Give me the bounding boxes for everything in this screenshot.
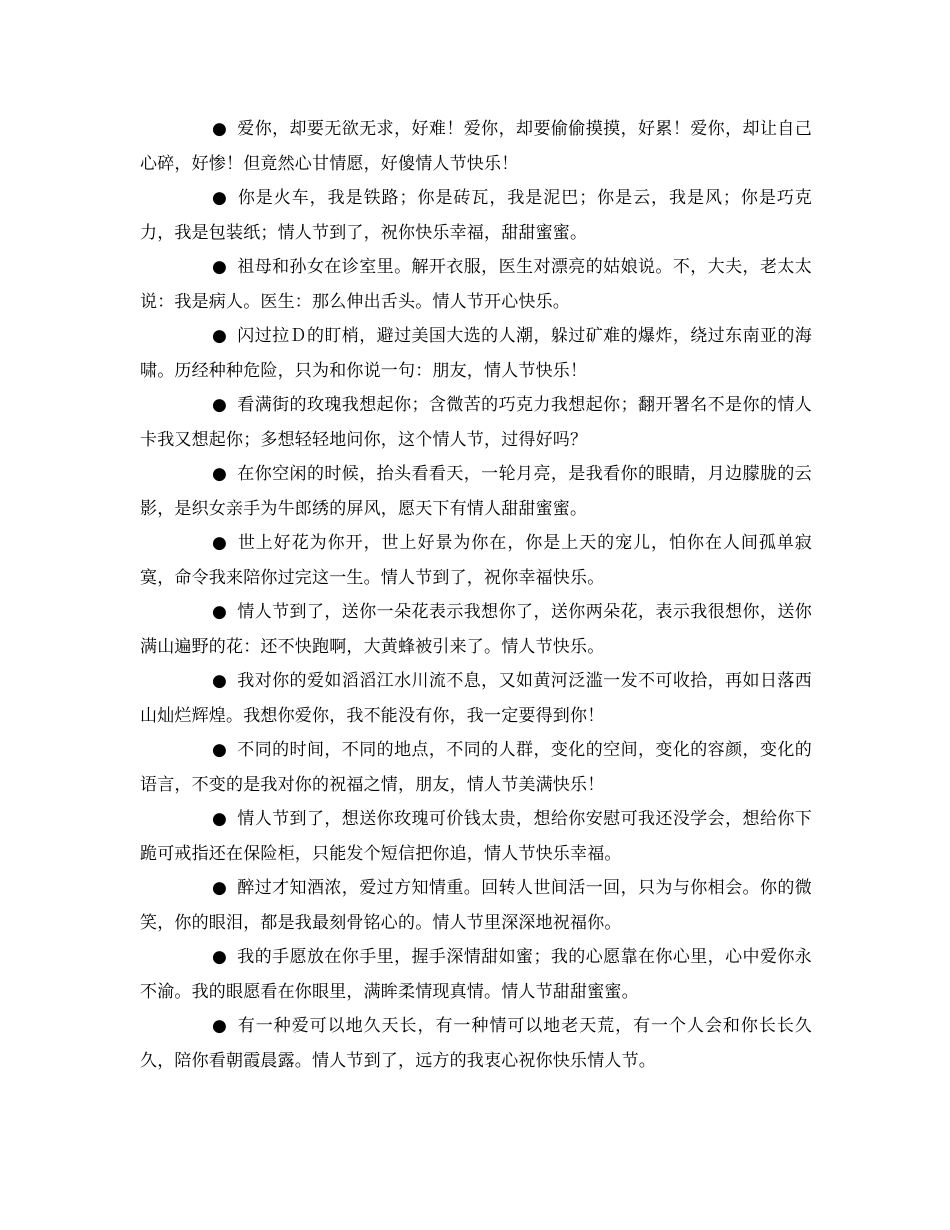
paragraph bbox=[140, 1009, 812, 1078]
bullet-icon: ● bbox=[212, 326, 228, 346]
bullet-icon: ● bbox=[212, 395, 228, 415]
paragraph-text: 闪过拉Ｄ的盯梢，避过美国大选的人潮，躲过矿难的爆炸，绕过东南亚的海啸。历经种种危险，只为和你说一句：朋友，情人节快乐！ bbox=[140, 326, 812, 381]
bullet-icon: ● bbox=[212, 188, 228, 208]
paragraph-text: 在你空闲的时候，抬头看看天，一轮月亮，是我看你的眼睛，月边朦胧的云影，是织女亲手为牛郎绣的屏风，愿天下有情人甜甜蜜蜜。 bbox=[140, 464, 812, 519]
paragraph-text: 我的手愿放在你手里，握手深情甜如蜜；我的心愿靠在你心里，心中爱你永不渝。我的眼愿看在你眼里，满眸柔情现真情。情人节甜甜蜜蜜。 bbox=[140, 947, 812, 1002]
paragraph-text: 情人节到了，想送你玫瑰可价钱太贵，想给你安慰可我还没学会，想给你下跪可戒指还在保险柜，只能发个短信把你追，情人节快乐幸福。 bbox=[140, 809, 812, 864]
bullet-icon: ● bbox=[212, 533, 228, 553]
paragraph bbox=[140, 388, 812, 457]
paragraph-text: 有一种爱可以地久天长，有一种情可以地老天荒，有一个人会和你长长久久，陪你看朝霞晨露。情人节到了，远方的我衷心祝你快乐情人节。 bbox=[140, 1016, 812, 1071]
paragraph-text: 不同的时间，不同的地点，不同的人群，变化的空间，变化的容颜，变化的语言，不变的是我对你的祝福之情，朋友，情人节美满快乐！ bbox=[140, 740, 812, 795]
bullet-icon: ● bbox=[212, 602, 228, 622]
bullet-icon: ● bbox=[212, 257, 228, 277]
bullet-icon: ● bbox=[212, 464, 228, 484]
bullet-icon: ● bbox=[212, 671, 228, 691]
paragraph bbox=[140, 181, 812, 250]
paragraph bbox=[140, 595, 812, 664]
paragraph-text: 爱你，却要无欲无求，好难！爱你，却要偷偷摸摸，好累！爱你，却让自己心碎，好惨！但竟然心甘情愿，好傻情人节快乐！ bbox=[140, 119, 812, 174]
paragraph bbox=[140, 319, 812, 388]
paragraph bbox=[140, 733, 812, 802]
paragraph bbox=[140, 664, 812, 733]
document-page bbox=[140, 112, 812, 1078]
bullet-icon: ● bbox=[212, 119, 228, 139]
paragraph-text: 你是火车，我是铁路；你是砖瓦，我是泥巴；你是云，我是风；你是巧克力，我是包装纸；情人节到了，祝你快乐幸福，甜甜蜜蜜。 bbox=[140, 188, 812, 243]
bullet-icon: ● bbox=[212, 1016, 228, 1036]
bullet-icon: ● bbox=[212, 740, 228, 760]
paragraph-text: 情人节到了，送你一朵花表示我想你了，送你两朵花，表示我很想你，送你满山遍野的花：还不快跑啊，大黄蜂被引来了。情人节快乐。 bbox=[140, 602, 812, 657]
paragraph-text: 我对你的爱如滔滔江水川流不息，又如黄河泛滥一发不可收拾，再如日落西山灿烂辉煌。我想你爱你，我不能没有你，我一定要得到你！ bbox=[140, 671, 812, 726]
paragraph bbox=[140, 457, 812, 526]
paragraph bbox=[140, 112, 812, 181]
paragraph-text: 世上好花为你开，世上好景为你在，你是上天的宠儿，怕你在人间孤单寂寞，命令我来陪你过完这一生。情人节到了，祝你幸福快乐。 bbox=[140, 533, 812, 588]
paragraph bbox=[140, 802, 812, 871]
paragraph bbox=[140, 526, 812, 595]
paragraph bbox=[140, 250, 812, 319]
paragraph bbox=[140, 940, 812, 1009]
paragraph bbox=[140, 871, 812, 940]
paragraph-text: 醉过才知酒浓，爱过方知情重。回转人世间活一回，只为与你相会。你的微笑，你的眼泪，都是我最刻骨铭心的。情人节里深深地祝福你。 bbox=[140, 878, 812, 933]
paragraph-text: 祖母和孙女在诊室里。解开衣服，医生对漂亮的姑娘说。不，大夫，老太太说：我是病人。医生：那么伸出舌头。情人节开心快乐。 bbox=[140, 257, 812, 312]
bullet-icon: ● bbox=[212, 947, 228, 967]
bullet-icon: ● bbox=[212, 878, 228, 898]
paragraph-text: 看满街的玫瑰我想起你；含微苦的巧克力我想起你；翻开署名不是你的情人卡我又想起你；多想轻轻地问你，这个情人节，过得好吗？ bbox=[140, 395, 812, 450]
bullet-icon: ● bbox=[212, 809, 228, 829]
